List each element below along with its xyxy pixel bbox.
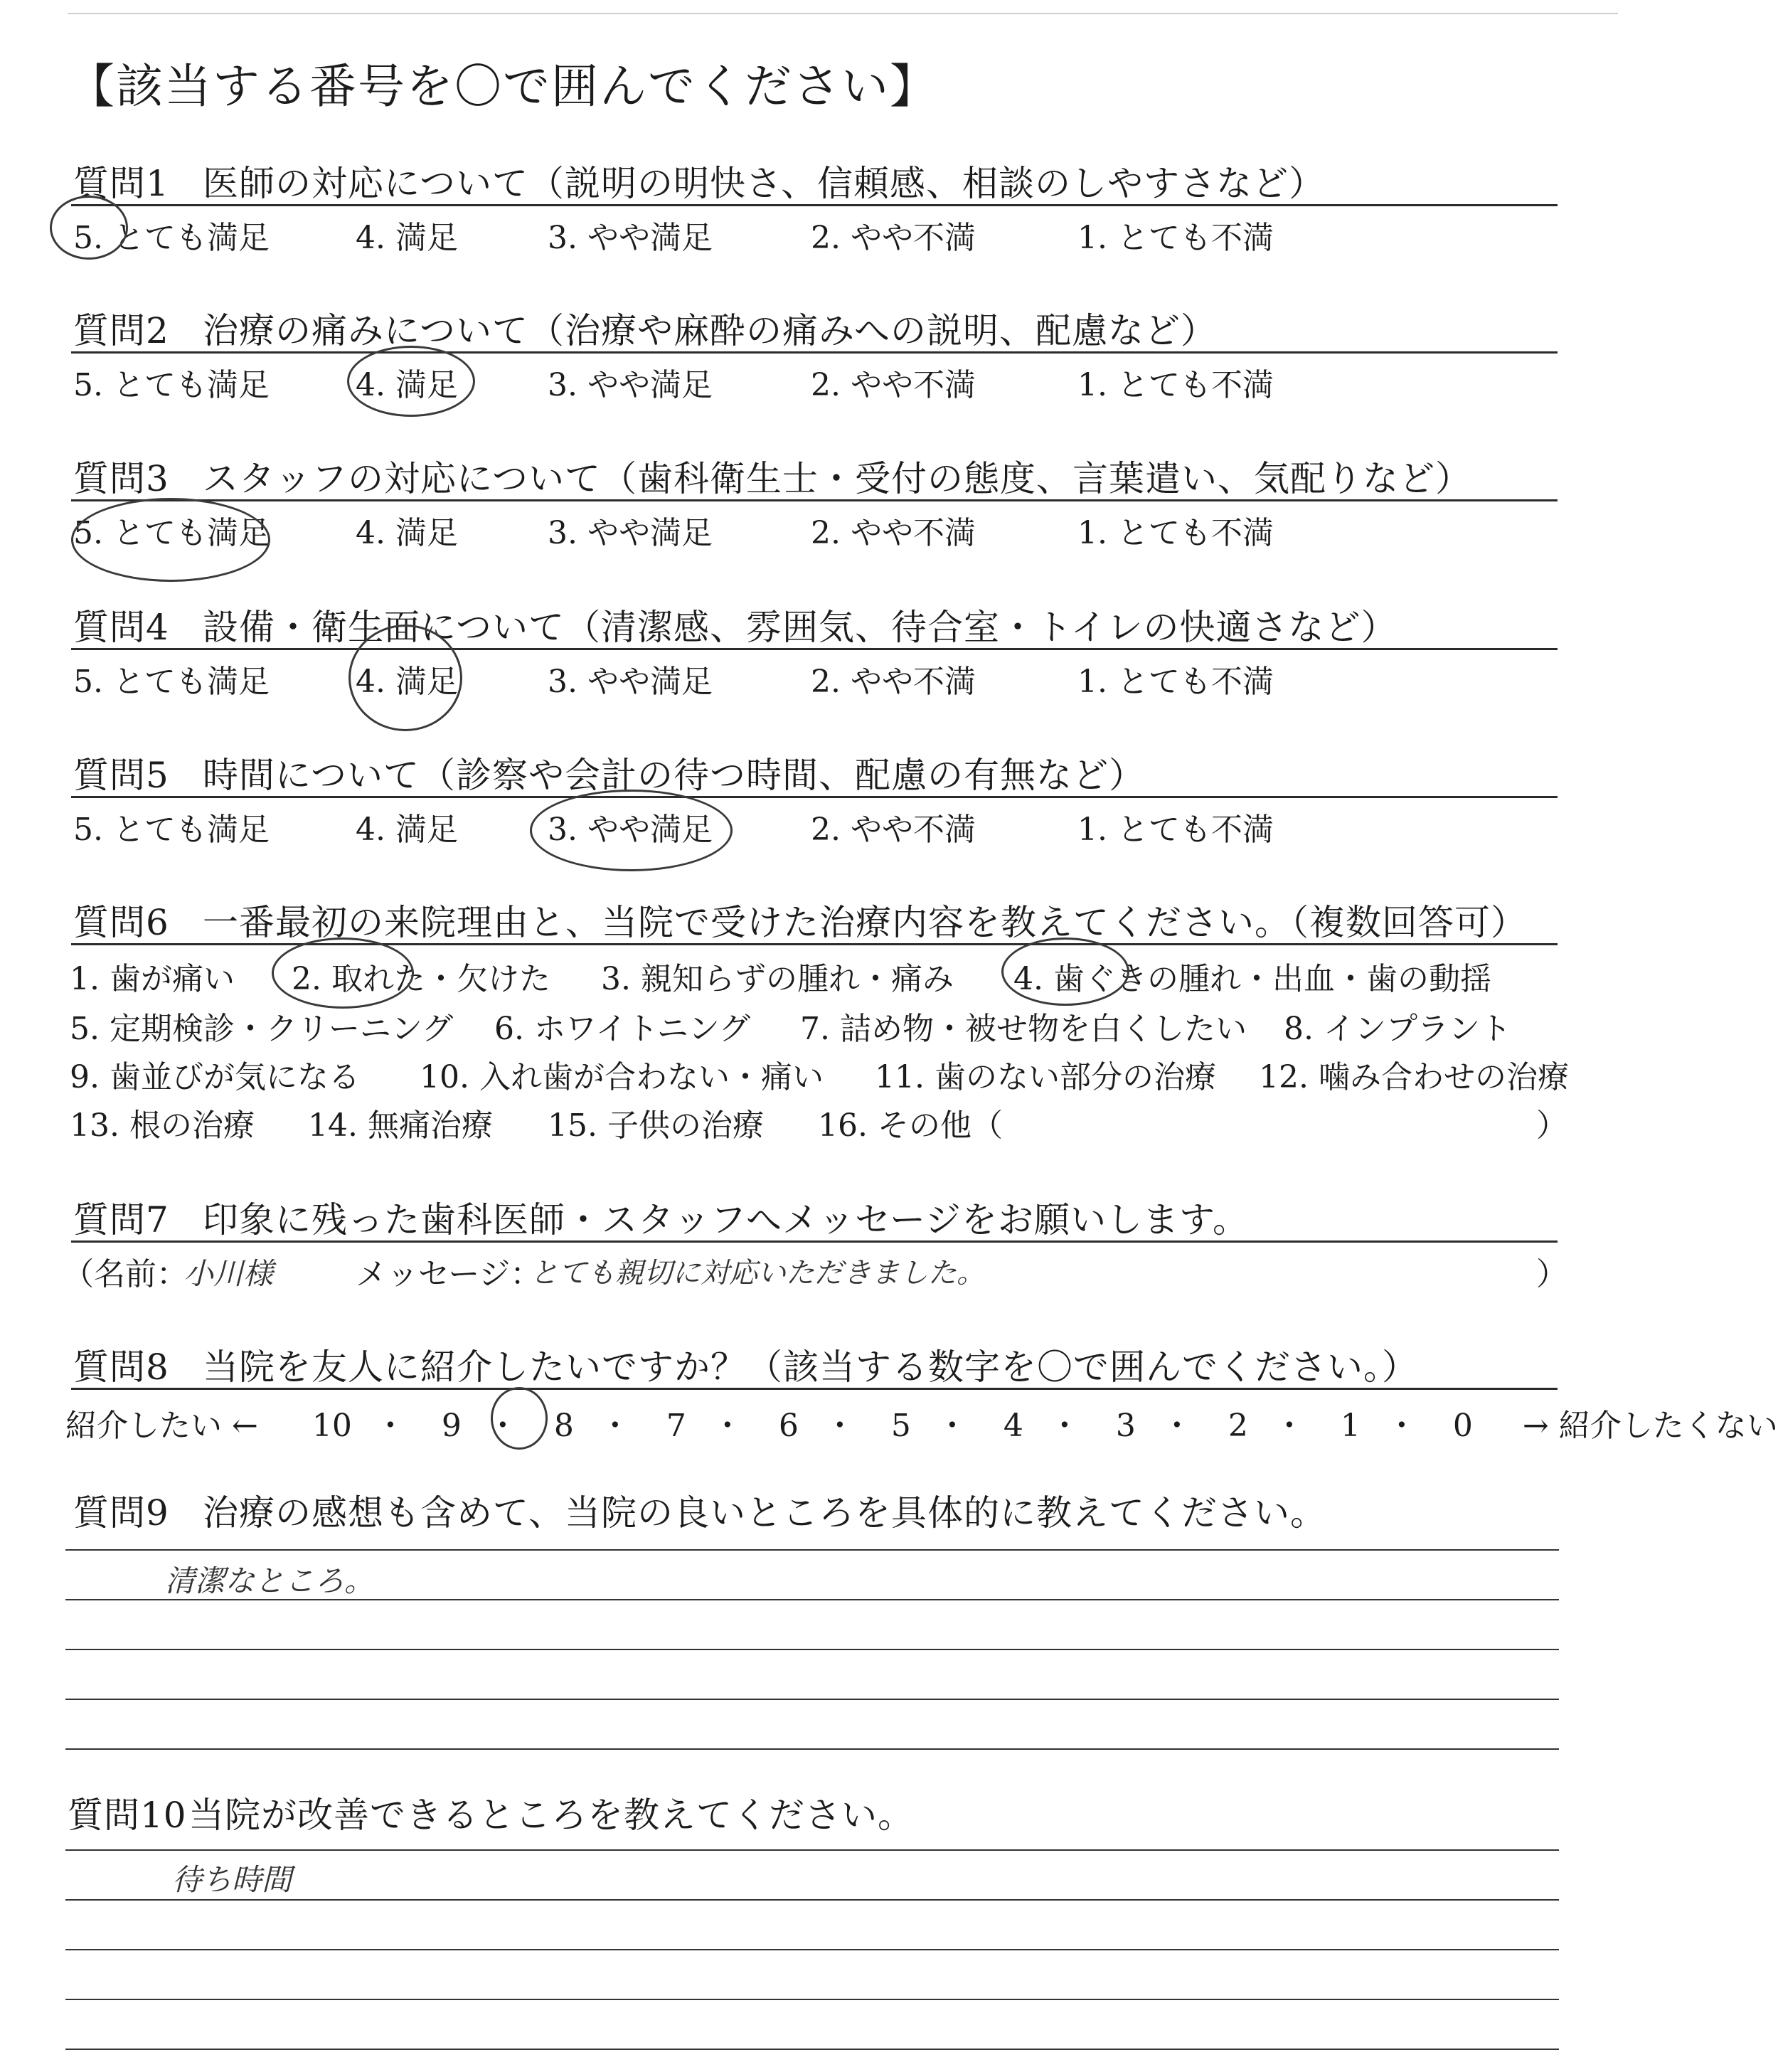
question-number: 質問1 bbox=[73, 163, 169, 204]
selection-circle bbox=[491, 1387, 548, 1450]
separator: ・ bbox=[824, 1408, 856, 1444]
scale-value-1[interactable]: 1 bbox=[1340, 1408, 1361, 1444]
q6-option-7[interactable]: 7. 詰め物・被せ物を白くしたい bbox=[800, 1011, 1247, 1047]
question-6 bbox=[73, 894, 1527, 945]
answer-line bbox=[65, 1549, 1559, 1551]
question-title: 印象に残った歯科医師・スタッフへメッセージをお願いします。 bbox=[203, 1199, 1249, 1240]
selection-circle bbox=[347, 346, 475, 417]
q6-option-3[interactable]: 3. 親知らずの腫れ・痛み bbox=[601, 961, 954, 997]
rule bbox=[71, 499, 1558, 501]
q3-option-3[interactable]: 3. やや満足 bbox=[548, 515, 713, 551]
close-paren: ） bbox=[1536, 1256, 1567, 1292]
scale-value-3[interactable]: 3 bbox=[1115, 1408, 1136, 1444]
q2-option-2[interactable]: 2. やや不満 bbox=[811, 367, 976, 403]
message-handwritten: とても親切に対応いただきました。 bbox=[530, 1257, 985, 1290]
q6-option-10[interactable]: 10. 入れ歯が合わない・痛い bbox=[420, 1059, 824, 1095]
q6-option-13[interactable]: 13. 根の治療 bbox=[70, 1107, 255, 1144]
question-title: 治療の感想も含めて、当院の良いところを具体的に教えてください。 bbox=[203, 1492, 1326, 1534]
question-8 bbox=[73, 1339, 1418, 1390]
q6-option-6[interactable]: 6. ホワイトニング bbox=[494, 1011, 751, 1047]
q6-option-4[interactable]: 4. 歯ぐきの腫れ・出血・歯の動揺 bbox=[1013, 961, 1491, 997]
question-title: スタッフの対応について（歯科衛生士・受付の態度、言葉遣い、気配りなど） bbox=[203, 458, 1471, 499]
scale-value-7[interactable]: 7 bbox=[666, 1408, 686, 1444]
rule bbox=[71, 204, 1558, 206]
q1-option-4[interactable]: 4. 満足 bbox=[356, 220, 458, 256]
answer-line bbox=[65, 1599, 1559, 1600]
question-number: 質問4 bbox=[73, 607, 169, 648]
answer-line bbox=[65, 1949, 1559, 1950]
q6-option-1[interactable]: 1. 歯が痛い bbox=[70, 961, 235, 997]
question-number: 質問10 bbox=[68, 1795, 187, 1836]
page-heading: 【該当する番号を〇で囲んでください】 bbox=[68, 59, 938, 114]
q9-handwritten-answer: 清潔なところ。 bbox=[165, 1563, 375, 1598]
rule bbox=[71, 796, 1558, 798]
question-title: 時間について（診察や会計の待つ時間、配慮の有無など） bbox=[203, 755, 1145, 796]
message-label: メッセージ： bbox=[356, 1256, 542, 1292]
q4-option-1[interactable]: 1. とても不満 bbox=[1077, 664, 1274, 700]
question-title: 設備・衛生面について（清潔感、雰囲気、待合室・トイレの快適さなど） bbox=[203, 607, 1398, 648]
answer-line bbox=[65, 1999, 1559, 2000]
selection-circle bbox=[1001, 937, 1129, 1006]
separator: ・ bbox=[374, 1408, 406, 1444]
q5-option-4[interactable]: 4. 満足 bbox=[356, 812, 458, 848]
q5-option-1[interactable]: 1. とても不満 bbox=[1077, 812, 1274, 848]
q2-option-1[interactable]: 1. とても不満 bbox=[1077, 367, 1274, 403]
question-number: 質問9 bbox=[73, 1492, 169, 1534]
separator: ・ bbox=[599, 1408, 631, 1444]
recommend-scale bbox=[65, 1400, 1778, 1445]
answer-line bbox=[65, 1849, 1559, 1851]
question-number: 質問5 bbox=[73, 755, 169, 796]
q2-option-4[interactable]: 4. 満足 bbox=[356, 367, 458, 403]
scale-value-2[interactable]: 2 bbox=[1228, 1408, 1248, 1444]
scale-value-10[interactable]: 10 bbox=[312, 1408, 352, 1444]
q6-option-2[interactable]: 2. 取れた・欠けた bbox=[292, 961, 550, 997]
question-number: 質問8 bbox=[73, 1346, 169, 1388]
question-number: 質問6 bbox=[73, 902, 169, 943]
selection-circle bbox=[272, 937, 414, 1009]
answer-line bbox=[65, 1699, 1559, 1700]
q5-option-3[interactable]: 3. やや満足 bbox=[548, 812, 713, 848]
q1-option-5[interactable]: 5. とても満足 bbox=[73, 220, 270, 256]
rule bbox=[71, 943, 1558, 945]
q6-option-8[interactable]: 8. インプラント bbox=[1284, 1011, 1511, 1047]
q4-option-5[interactable]: 5. とても満足 bbox=[73, 664, 270, 700]
q3-option-1[interactable]: 1. とても不満 bbox=[1077, 515, 1274, 551]
scale-right-label: → 紹介したくない bbox=[1522, 1408, 1778, 1444]
q6-option-12[interactable]: 12. 噛み合わせの治療 bbox=[1259, 1059, 1569, 1095]
rule bbox=[71, 1240, 1558, 1243]
q6-option-15[interactable]: 15. 子供の治療 bbox=[548, 1107, 764, 1144]
q5-option-2[interactable]: 2. やや不満 bbox=[811, 812, 976, 848]
question-number: 質問2 bbox=[73, 310, 169, 351]
q5-option-5[interactable]: 5. とても満足 bbox=[73, 812, 270, 848]
q6-option-5[interactable]: 5. 定期検診・クリーニング bbox=[70, 1011, 454, 1047]
rule bbox=[71, 351, 1558, 354]
selection-circle bbox=[348, 625, 462, 731]
rule bbox=[71, 1388, 1558, 1390]
q10-handwritten-answer: 待ち時間 bbox=[172, 1862, 292, 1897]
rule bbox=[71, 648, 1558, 650]
separator: ・ bbox=[1273, 1408, 1305, 1444]
question-title: 一番最初の来院理由と、当院で受けた治療内容を教えてください。（複数回答可） bbox=[203, 902, 1527, 943]
question-title: 当院を友人に紹介したいですか？（該当する数字を〇で囲んでください。） bbox=[203, 1346, 1418, 1388]
scale-value-8[interactable]: 8 bbox=[553, 1408, 574, 1444]
name-label: （名前： bbox=[63, 1256, 188, 1292]
question-title: 医師の対応について（説明の明快さ、信頼感、相談のしやすさなど） bbox=[203, 163, 1325, 204]
selection-circle bbox=[71, 498, 270, 582]
answer-line bbox=[65, 2049, 1559, 2050]
question-number: 質問3 bbox=[73, 458, 169, 499]
separator: ・ bbox=[1385, 1408, 1417, 1444]
q6-option-14[interactable]: 14. 無痛治療 bbox=[308, 1107, 493, 1144]
question-2 bbox=[73, 302, 1217, 354]
question-title: 治療の痛みについて（治療や麻酔の痛みへの説明、配慮など） bbox=[203, 310, 1217, 351]
q1-option-1[interactable]: 1. とても不満 bbox=[1077, 220, 1274, 256]
scale-value-9[interactable]: 9 bbox=[441, 1408, 462, 1444]
answer-line bbox=[65, 1649, 1559, 1650]
selection-circle bbox=[530, 790, 733, 871]
question-1 bbox=[73, 155, 1325, 206]
q2-option-5[interactable]: 5. とても満足 bbox=[73, 367, 270, 403]
question-number: 質問7 bbox=[73, 1199, 169, 1240]
separator: ・ bbox=[486, 1408, 518, 1444]
separator: ・ bbox=[1161, 1408, 1193, 1444]
question-4 bbox=[73, 599, 1398, 650]
separator: ・ bbox=[711, 1408, 743, 1444]
question-3 bbox=[73, 450, 1471, 501]
question-9 bbox=[73, 1484, 1326, 1536]
name-handwritten: 小川様 bbox=[183, 1256, 274, 1291]
close-paren: ） bbox=[1536, 1107, 1567, 1144]
selection-circle bbox=[50, 196, 128, 260]
answer-line bbox=[65, 1748, 1559, 1750]
question-title: 当院が改善できるところを教えてください。 bbox=[188, 1795, 914, 1836]
q1-option-2[interactable]: 2. やや不満 bbox=[811, 220, 976, 256]
answer-line bbox=[65, 1899, 1559, 1901]
scale-value-0[interactable]: 0 bbox=[1452, 1408, 1473, 1444]
q3-option-5[interactable]: 5. とても満足 bbox=[73, 515, 270, 551]
separator: ・ bbox=[936, 1408, 968, 1444]
top-rule bbox=[68, 13, 1618, 14]
scale-value-6[interactable]: 6 bbox=[778, 1408, 799, 1444]
q6-option-9[interactable]: 9. 歯並びが気になる bbox=[70, 1059, 360, 1095]
q4-option-3[interactable]: 3. やや満足 bbox=[548, 664, 713, 700]
separator: ・ bbox=[1048, 1408, 1080, 1444]
q4-option-2[interactable]: 2. やや不満 bbox=[811, 664, 976, 700]
question-10 bbox=[68, 1787, 914, 1838]
q4-option-4[interactable]: 4. 満足 bbox=[356, 664, 458, 700]
q3-option-4[interactable]: 4. 満足 bbox=[356, 515, 458, 551]
scale-left-label: 紹介したい ← bbox=[65, 1408, 258, 1444]
scale-value-5[interactable]: 5 bbox=[890, 1408, 911, 1444]
q6-option-16[interactable]: 16. その他（ bbox=[818, 1107, 1003, 1144]
question-7 bbox=[73, 1191, 1249, 1243]
scale-value-4[interactable]: 4 bbox=[1003, 1408, 1023, 1444]
q1-option-3[interactable]: 3. やや満足 bbox=[548, 220, 713, 256]
q6-option-11[interactable]: 11. 歯のない部分の治療 bbox=[875, 1059, 1216, 1095]
q2-option-3[interactable]: 3. やや満足 bbox=[548, 367, 713, 403]
q3-option-2[interactable]: 2. やや不満 bbox=[811, 515, 976, 551]
